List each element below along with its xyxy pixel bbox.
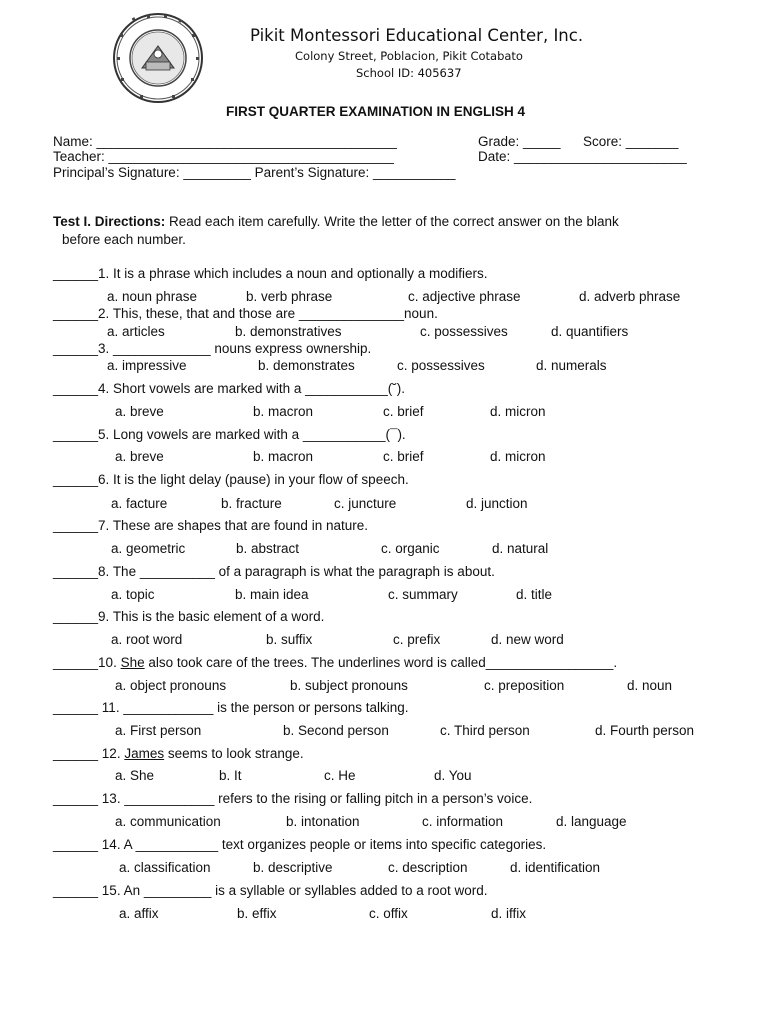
question-9[interactable] bbox=[53, 609, 324, 624]
question-5[interactable] bbox=[53, 427, 406, 442]
question-8-option-c: c. summary bbox=[388, 587, 458, 602]
question-11-option-a: a. First person bbox=[115, 723, 202, 738]
school-seal-logo bbox=[112, 12, 204, 104]
question-5-option-c: c. brief bbox=[383, 449, 424, 464]
question-3-option-c: c. possessives bbox=[397, 358, 485, 373]
question-1-option-c: c. adjective phrase bbox=[408, 289, 521, 304]
question-5-option-b: b. macron bbox=[253, 449, 314, 464]
question-4-option-b: b. macron bbox=[253, 404, 314, 419]
question-3-option-a: a. impressive bbox=[107, 358, 187, 373]
question-11-option-d: d. Fourth person bbox=[595, 723, 695, 738]
signatures-field[interactable]: Principal’s Signature: _________ Parent’s Signature: ___________ bbox=[53, 165, 456, 180]
question-15-option-d: d. iffix bbox=[491, 906, 527, 921]
question-6-option-d: d. junction bbox=[466, 496, 528, 511]
question-3[interactable] bbox=[53, 341, 371, 356]
question-text: ______1. It is a phrase which includes a noun and optionally a modifiers. bbox=[53, 266, 488, 281]
underlined-word: She bbox=[120, 655, 145, 670]
question-7-option-d: d. natural bbox=[492, 541, 549, 556]
question-8-option-a: a. topic bbox=[111, 587, 155, 602]
question-6-option-a: a. facture bbox=[111, 496, 168, 511]
question-text: ______10. bbox=[53, 655, 121, 670]
question-4-option-d: d. micron bbox=[490, 404, 546, 419]
directions-text-1: Read each item carefully. Write the letter of the correct answer on the blank bbox=[165, 214, 619, 229]
question-6-option-b: b. fracture bbox=[221, 496, 282, 511]
question-15[interactable] bbox=[53, 883, 488, 898]
question-12-option-d: d. You bbox=[434, 768, 472, 783]
question-5-option-d: d. micron bbox=[490, 449, 546, 464]
test-label: Test I. Directions: bbox=[53, 214, 166, 229]
directions-text-2: before each number. bbox=[62, 232, 186, 247]
underlined-word: James bbox=[124, 746, 165, 761]
question-text: ______ 12. bbox=[53, 746, 125, 761]
question-4-option-a: a. breve bbox=[115, 404, 164, 419]
question-2-option-a: a. articles bbox=[107, 324, 165, 339]
question-3-option-b: b. demonstrates bbox=[258, 358, 355, 373]
question-8[interactable] bbox=[53, 564, 495, 579]
question-2[interactable] bbox=[53, 306, 438, 321]
question-12-option-b: b. It bbox=[219, 768, 242, 783]
question-5-option-a: a. breve bbox=[115, 449, 164, 464]
question-12[interactable] bbox=[53, 746, 304, 761]
question-9-option-a: a. root word bbox=[111, 632, 183, 647]
question-15-option-b: b. effix bbox=[237, 906, 277, 921]
school-id: School ID: 405637 bbox=[356, 66, 462, 80]
question-text: ______ 11. ____________ is the person or persons talking. bbox=[53, 700, 409, 715]
question-14-option-b: b. descriptive bbox=[253, 860, 333, 875]
question-10-option-c: c. preposition bbox=[484, 678, 565, 693]
question-7-option-b: b. abstract bbox=[236, 541, 300, 556]
question-text: ______ 13. ____________ refers to the rising or falling pitch in a person’s voice. bbox=[53, 791, 533, 806]
question-13-option-d: d. language bbox=[556, 814, 627, 829]
question-text: ______ 15. An _________ is a syllable or syllables added to a root word. bbox=[53, 883, 488, 898]
question-4[interactable] bbox=[53, 381, 405, 396]
question-2-option-c: c. possessives bbox=[420, 324, 508, 339]
question-text: ______3. _____________ nouns express ownership. bbox=[53, 341, 372, 356]
grade-field[interactable]: Grade: _____ bbox=[478, 134, 561, 149]
question-15-option-a: a. affix bbox=[119, 906, 159, 921]
school-name: Pikit Montessori Educational Center, Inc. bbox=[250, 26, 584, 45]
question-10-option-a: a. object pronouns bbox=[115, 678, 227, 693]
teacher-field[interactable]: Teacher: ______________________________________ bbox=[53, 149, 394, 164]
score-field[interactable]: Score: _______ bbox=[583, 134, 679, 149]
test-directions bbox=[53, 214, 619, 229]
question-10-option-d: d. noun bbox=[627, 678, 673, 693]
question-text: seems to look strange. bbox=[164, 746, 304, 761]
question-12-option-a: a. She bbox=[115, 768, 155, 783]
question-9-option-d: d. new word bbox=[491, 632, 564, 647]
question-2-option-d: d. quantifiers bbox=[551, 324, 629, 339]
question-text: ______9. This is the basic element of a word. bbox=[53, 609, 325, 624]
question-11-option-b: b. Second person bbox=[283, 723, 389, 738]
date-field[interactable]: Date: _______________________ bbox=[478, 149, 687, 164]
question-13[interactable] bbox=[53, 791, 532, 806]
question-text: ______7. These are shapes that are found in nature. bbox=[53, 518, 368, 533]
exam-title: FIRST QUARTER EXAMINATION IN ENGLISH 4 bbox=[226, 104, 526, 119]
question-7-option-a: a. geometric bbox=[111, 541, 186, 556]
question-13-option-a: a. communication bbox=[115, 814, 221, 829]
question-13-option-c: c. information bbox=[422, 814, 504, 829]
question-13-option-b: b. intonation bbox=[286, 814, 360, 829]
school-address: Colony Street, Poblacion, Pikit Cotabato bbox=[295, 49, 523, 63]
question-text: ______5. Long vowels are marked with a ___________(¯). bbox=[53, 427, 406, 442]
question-text: ______6. It is the light delay (pause) in your flow of speech. bbox=[53, 472, 409, 487]
question-text: ______4. Short vowels are marked with a ___________(˘). bbox=[53, 381, 405, 396]
question-11-option-c: c. Third person bbox=[440, 723, 530, 738]
question-9-option-b: b. suffix bbox=[266, 632, 313, 647]
question-7[interactable] bbox=[53, 518, 368, 533]
question-3-option-d: d. numerals bbox=[536, 358, 607, 373]
question-9-option-c: c. prefix bbox=[393, 632, 441, 647]
question-6-option-c: c. juncture bbox=[334, 496, 397, 511]
question-14-option-c: c. description bbox=[388, 860, 468, 875]
question-4-option-c: c. brief bbox=[383, 404, 424, 419]
question-1-option-b: b. verb phrase bbox=[246, 289, 333, 304]
question-8-option-d: d. title bbox=[516, 587, 553, 602]
question-1[interactable] bbox=[53, 266, 488, 281]
question-12-option-c: c. He bbox=[324, 768, 356, 783]
question-8-option-b: b. main idea bbox=[235, 587, 309, 602]
name-field[interactable]: Name: ________________________________________ bbox=[53, 134, 397, 149]
question-text: ______8. The __________ of a paragraph is what the paragraph is about. bbox=[53, 564, 495, 579]
question-14-option-a: a. classification bbox=[119, 860, 211, 875]
question-text: ______2. This, these, that and those are ______________noun. bbox=[53, 306, 438, 321]
question-1-option-d: d. adverb phrase bbox=[579, 289, 681, 304]
question-14[interactable] bbox=[53, 837, 546, 852]
question-6[interactable] bbox=[53, 472, 409, 487]
question-10[interactable] bbox=[53, 655, 617, 670]
question-11[interactable] bbox=[53, 700, 409, 715]
question-14-option-d: d. identification bbox=[510, 860, 601, 875]
question-text: ______ 14. A ___________ text organizes people or items into specific categories. bbox=[53, 837, 547, 852]
question-text: also took care of the trees. The underlines word is called_________________. bbox=[144, 655, 618, 670]
question-1-option-a: a. noun phrase bbox=[107, 289, 198, 304]
question-7-option-c: c. organic bbox=[381, 541, 440, 556]
question-2-option-b: b. demonstratives bbox=[235, 324, 342, 339]
question-10-option-b: b. subject pronouns bbox=[290, 678, 408, 693]
question-15-option-c: c. offix bbox=[369, 906, 408, 921]
